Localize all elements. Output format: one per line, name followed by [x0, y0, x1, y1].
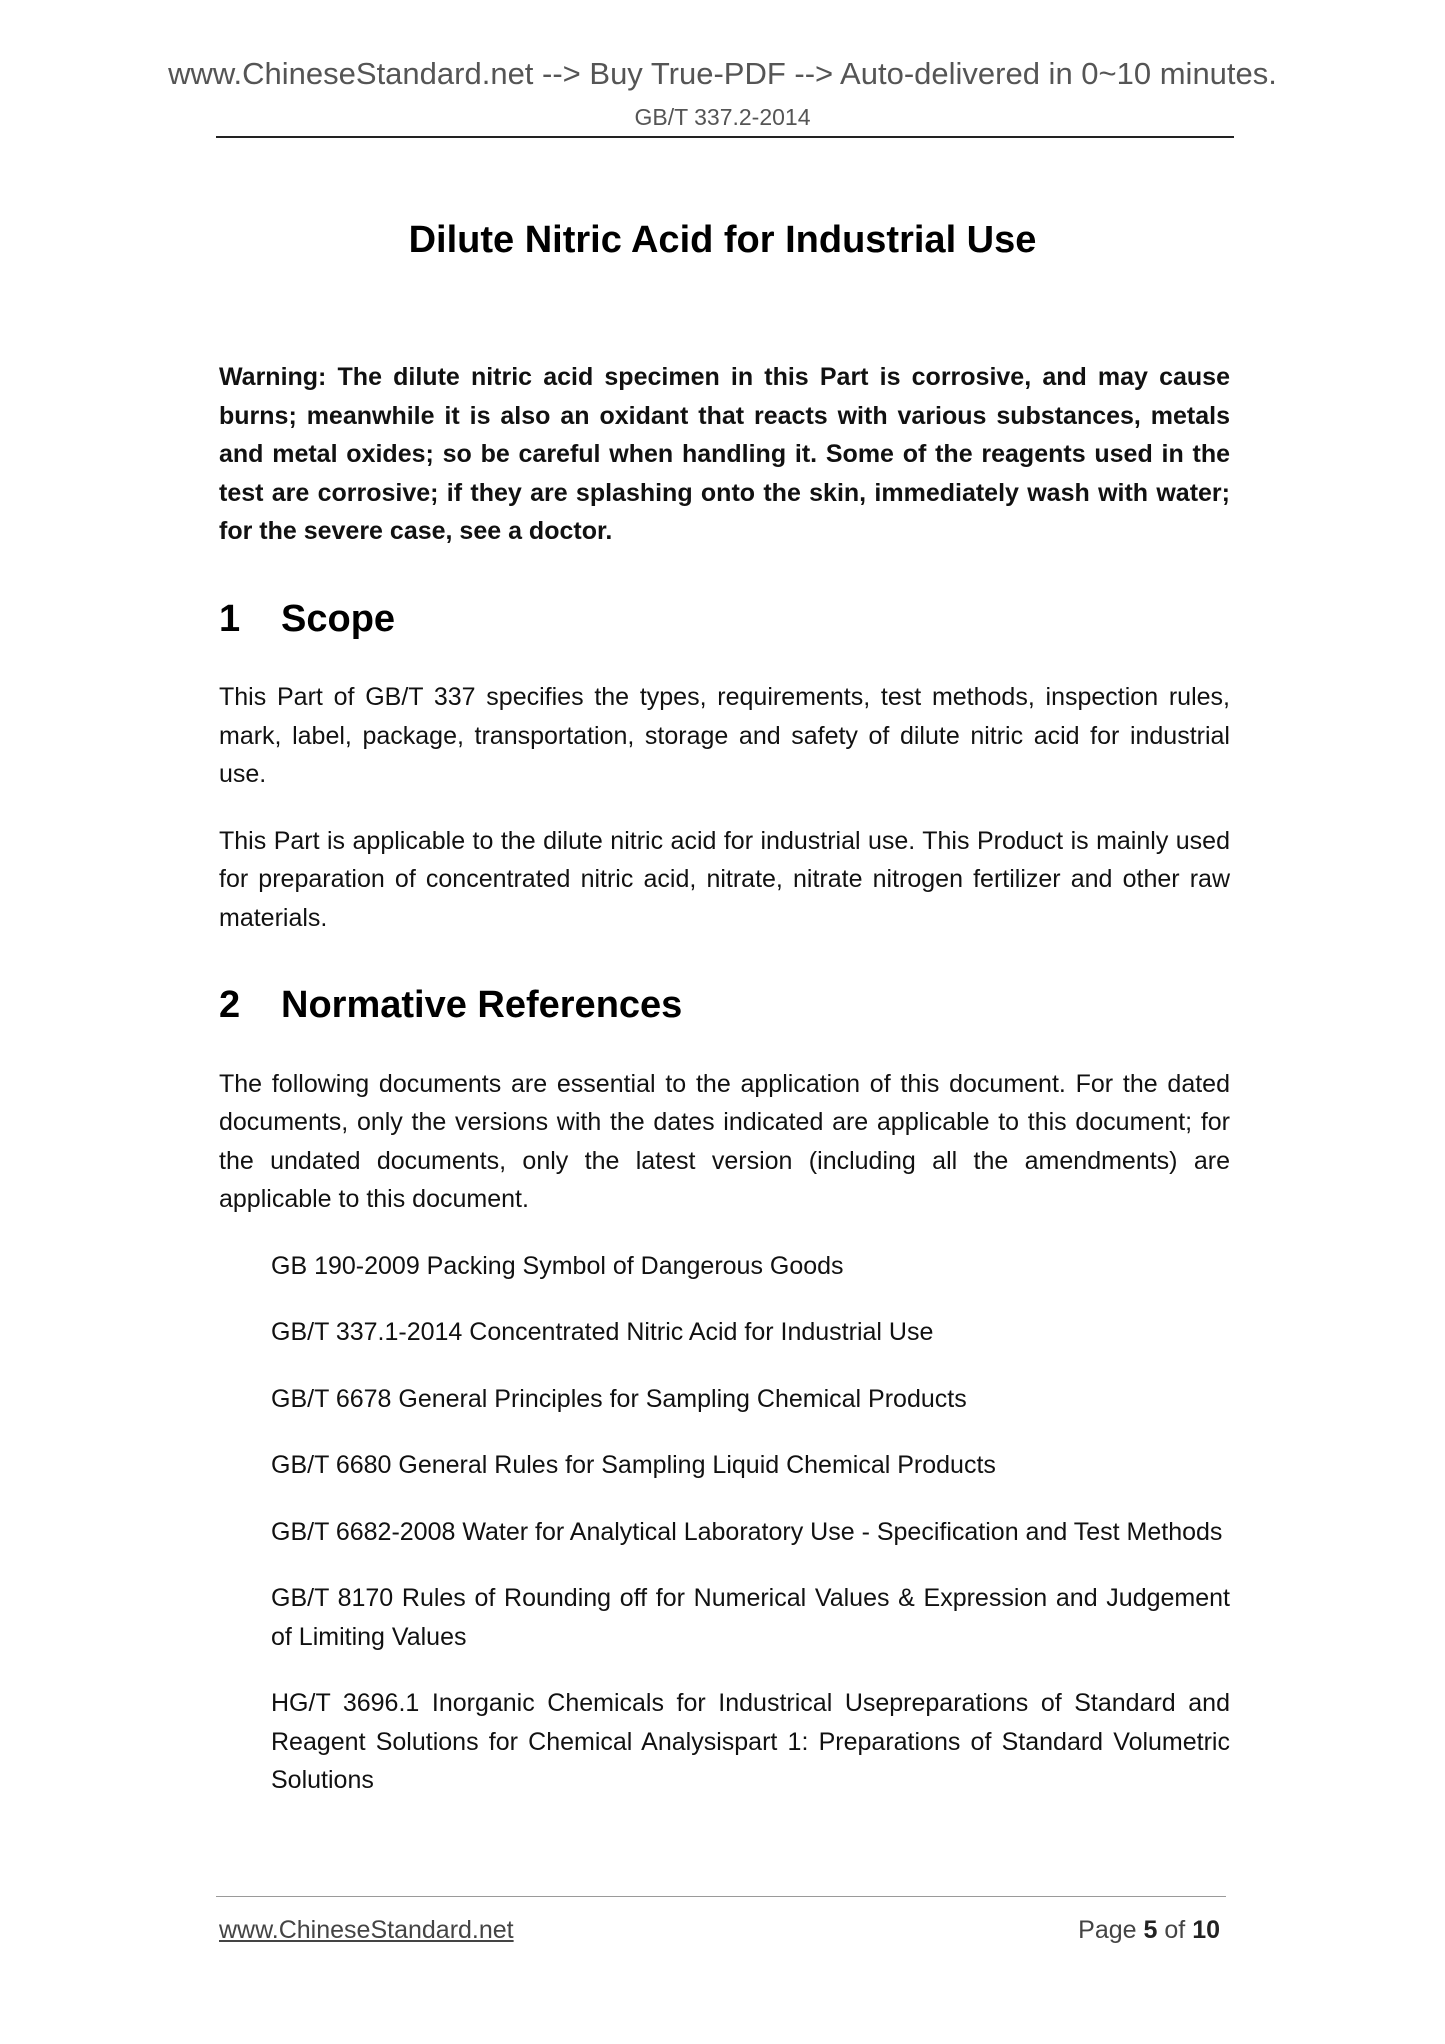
scope-paragraph-1: This Part of GB/T 337 specifies the types, requirements, test methods, inspection rules, mark, label, package, transportation, storage and safety of dilute nitric acid for industrial use.	[219, 683, 1230, 789]
total-pages-number: 10	[1192, 1916, 1220, 1944]
references-intro-paragraph: The following documents are essential to the application of this document. For the dated documents, only the versions with the dates indicated are applicable to this document; for the undated documents, only the latest version (including all the amendments) are applicable to this document.	[219, 1069, 1230, 1214]
header-divider	[216, 136, 1234, 138]
reference-item: GB 190-2009 Packing Symbol of Dangerous Goods	[271, 1251, 844, 1280]
footer-divider	[216, 1896, 1226, 1897]
reference-item: HG/T 3696.1 Inorganic Chemicals for Industrical Usepreparations of Standard and Reagent Solutions for Chemical Analysispart 1: Preparations of Standard Volumetric Solutions	[271, 1689, 1230, 1795]
top-banner: www.ChineseStandard.net --> Buy True-PDF --> Auto-delivered in 0~10 minutes.	[168, 56, 1277, 91]
reference-item: GB/T 337.1-2014 Concentrated Nitric Acid for Industrial Use	[271, 1318, 934, 1347]
warning-paragraph: Warning: The dilute nitric acid specimen in this Part is corrosive, and may cause burns; meanwhile it is also an oxidant that reacts with various substances, metals and metal oxides; so be careful when handling it. Some of the reagents used in the test are corrosive; if they are splashing onto the skin, immediately wash with water; for the severe case, see a doctor.	[219, 363, 1230, 545]
page-label: Page	[1078, 1916, 1137, 1944]
section-2-number: 2	[219, 984, 241, 1027]
page-indicator	[1078, 1918, 1220, 1943]
reference-item: GB/T 6680 General Rules for Sampling Liquid Chemical Products	[271, 1451, 996, 1480]
reference-list	[219, 1247, 1230, 1800]
section-1-title: Scope	[281, 597, 396, 640]
reference-item: GB/T 6682-2008 Water for Analytical Laboratory Use - Specification and Test Methods	[271, 1517, 1223, 1546]
document-title: Dilute Nitric Acid for Industrial Use	[408, 219, 1037, 262]
section-1-number: 1	[219, 597, 241, 640]
footer-website-link[interactable]: www.ChineseStandard.net	[219, 1916, 514, 1944]
reference-item: GB/T 8170 Rules of Rounding off for Numerical Values & Expression and Judgement of Limiting Values	[271, 1584, 1230, 1651]
section-2-title: Normative References	[281, 984, 683, 1027]
reference-item: GB/T 6678 General Principles for Sampling Chemical Products	[271, 1384, 967, 1413]
section-2-heading	[219, 983, 1230, 1029]
scope-paragraph-2: This Part is applicable to the dilute nitric acid for industrial use. This Product is mainly used for preparation of concentrated nitric acid, nitrate, nitrate nitrogen fertilizer and other raw materials.	[219, 826, 1230, 932]
document-code: GB/T 337.2-2014	[634, 104, 811, 130]
current-page-number: 5	[1143, 1916, 1158, 1944]
document-body	[219, 358, 1230, 1800]
section-1-heading	[219, 597, 1230, 643]
page-of-label: of	[1164, 1916, 1186, 1944]
